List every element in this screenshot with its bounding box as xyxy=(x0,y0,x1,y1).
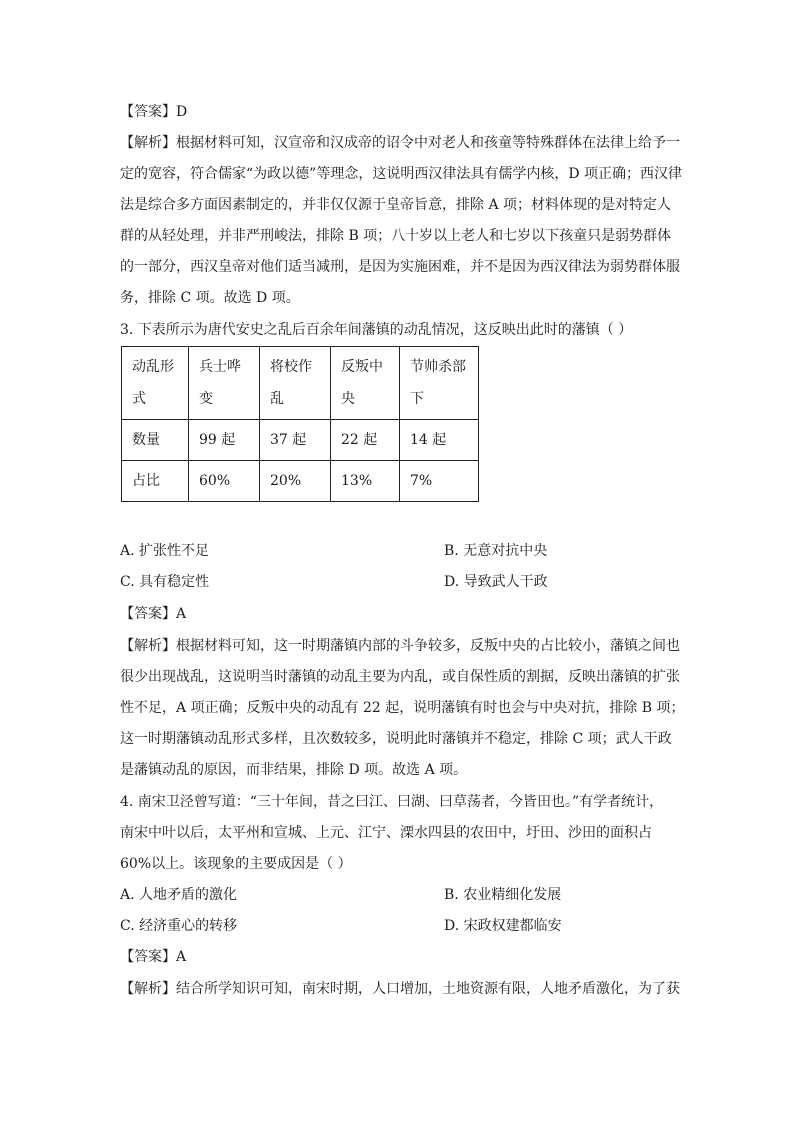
q4-stem-line-3: 60%以上。该现象的主要成因是（ ） xyxy=(120,856,352,872)
q3-analysis-line-4: 这一时期藩镇动乱形式多样，且次数较多，说明此时藩镇并不稳定，排除 C 项；武人干政 xyxy=(120,731,672,747)
table-header-cell: 节帅杀部 下 xyxy=(400,347,479,420)
q4-stem-line-1: 4. 南宋卫泾曾写道：“三十年间，昔之曰江、曰湖、曰草荡者，今皆田也。”有学者统计， xyxy=(120,794,664,810)
q2-analysis-line-3: 法是综合多方面因素制定的，并非仅仅源于皇帝旨意，排除 A 项；材料体现的是对特定人 xyxy=(120,197,672,213)
table-header-row xyxy=(122,347,479,420)
q2-analysis-line-6: 务，排除 C 项。故选 D 项。 xyxy=(120,290,300,306)
q4-option-c[interactable]: C. 经济重心的转移 xyxy=(120,918,238,934)
table-header-cell: 兵士哗 变 xyxy=(189,347,260,420)
q2-answer: 【答案】D xyxy=(120,104,188,120)
q2-analysis-line-4: 群的从轻处理，并非严刑峻法，排除 B 项；八十岁以上老人和七岁以下孩童只是弱势群体 xyxy=(120,228,672,244)
q3-option-d[interactable]: D. 导致武人干政 xyxy=(444,574,548,590)
table-header-cell: 反叛中 央 xyxy=(331,347,400,420)
q3-answer: 【答案】A xyxy=(120,606,187,622)
q4-analysis-line-1: 【解析】结合所学知识可知，南宋时期，人口增加，土地资源有限，人地矛盾激化，为了获 xyxy=(120,981,680,997)
q4-option-b[interactable]: B. 农业精细化发展 xyxy=(444,887,562,903)
table-cell: 7% xyxy=(400,461,479,502)
q4-option-a[interactable]: A. 人地矛盾的激化 xyxy=(120,887,238,903)
table-header-cell: 动乱形 式 xyxy=(122,347,189,420)
q4-option-d[interactable]: D. 宋政权建都临安 xyxy=(444,918,562,934)
table-cell: 22 起 xyxy=(331,420,400,461)
table-cell: 数量 xyxy=(122,420,189,461)
q2-analysis-line-5: 的一部分，西汉皇帝对他们适当减刑，是因为实施困难，并不是因为西汉律法为弱势群体服 xyxy=(120,259,680,275)
q3-option-c[interactable]: C. 具有稳定性 xyxy=(120,574,210,590)
q3-analysis-line-5: 是藩镇动乱的原因，而非结果，排除 D 项。故选 A 项。 xyxy=(120,762,468,778)
q3-stem: 3. 下表所示为唐代安史之乱后百余年间藩镇的动乱情况，这反映出此时的藩镇（ ） xyxy=(120,322,633,338)
table-cell: 14 起 xyxy=(400,420,479,461)
table-cell: 占比 xyxy=(122,461,189,502)
q3-data-table xyxy=(121,346,479,502)
table-cell: 13% xyxy=(331,461,400,502)
table-cell: 20% xyxy=(260,461,331,502)
q3-analysis-line-1: 【解析】根据材料可知，这一时期藩镇内部的斗争较多，反叛中央的占比较小，藩镇之间也 xyxy=(120,638,680,654)
q2-analysis-line-1: 【解析】根据材料可知，汉宣帝和汉成帝的诏令中对老人和孩童等特殊群体在法律上给予一 xyxy=(120,135,680,151)
q2-analysis-line-2: 定的宽容，符合儒家“为政以德”等理念，这说明西汉律法具有儒学内核，D 项正确；西汉律 xyxy=(120,166,682,182)
table-cell: 60% xyxy=(189,461,260,502)
table-row xyxy=(122,420,479,461)
q4-answer: 【答案】A xyxy=(120,949,187,965)
q3-option-a[interactable]: A. 扩张性不足 xyxy=(120,543,210,559)
q4-stem-line-2: 南宋中叶以后，太平州和宣城、上元、江宁、溧水四县的农田中，圩田、沙田的面积占 xyxy=(120,825,652,841)
q3-analysis-line-2: 很少出现战乱，这说明当时藩镇的动乱主要为内乱，或自保性质的割据，反映出藩镇的扩张 xyxy=(120,669,680,685)
table-header-cell: 将校作 乱 xyxy=(260,347,331,420)
table-cell: 99 起 xyxy=(189,420,260,461)
q3-option-b[interactable]: B. 无意对抗中央 xyxy=(444,543,548,559)
q3-analysis-line-3: 性不足，A 项正确；反叛中央的动乱有 22 起，说明藩镇有时也会与中央对抗，排除 B 项； xyxy=(120,700,685,716)
table-cell: 37 起 xyxy=(260,420,331,461)
table-row xyxy=(122,461,479,502)
